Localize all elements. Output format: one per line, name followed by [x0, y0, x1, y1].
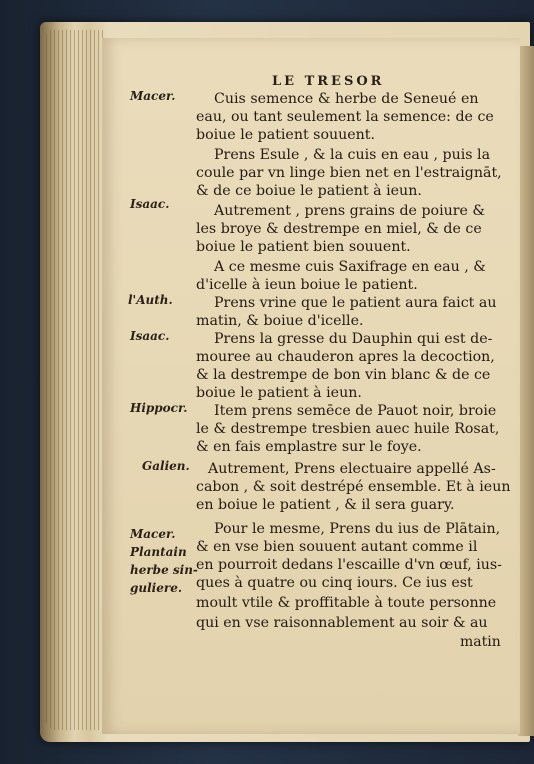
margin-note-galien: Galien. — [142, 459, 190, 473]
text-line: matin, & boiue d'icelle. — [196, 313, 364, 329]
text-line: eau, ou tant seulement la semence: de ce — [196, 109, 494, 125]
text-line: Autrement, Prens electuaire appellé As- — [208, 461, 496, 477]
text-line: boiue le patient souuent. — [196, 127, 376, 143]
text-line: boiue le patient bien souuent. — [196, 239, 411, 255]
text-line: boiue le patient à ieun. — [196, 385, 362, 401]
margin-note-isaac-2: Isaac. — [130, 329, 170, 343]
text-line: qui en vse raisonnablement au soir & au — [196, 615, 488, 631]
text-line: A ce mesme cuis Saxifrage en eau , & — [214, 259, 486, 275]
text-line: & de ce boiue le patient à ieun. — [196, 183, 422, 199]
text-line: & en vse bien souuent autant comme il — [196, 539, 478, 555]
text-line: Pour le mesme, Prens du ius de Plātain, — [214, 521, 501, 537]
text-line: coule par vn linge bien net en l'estraignāt, — [196, 165, 502, 181]
margin-note-herbe: herbe sin- — [130, 563, 198, 577]
text-line: en pourroit dedans l'escaille d'vn œuf, ius- — [196, 557, 502, 573]
page-edges — [46, 30, 106, 730]
margin-note-auth: l'Auth. — [128, 293, 173, 307]
text-line: Prens Esule , & la cuis en eau , puis la — [214, 147, 491, 163]
text-line: d'icelle à ieun boiue le patient. — [196, 277, 418, 293]
text-line: en boiue le patient , & il sera guary. — [196, 497, 455, 513]
text-line: Cuis semence & herbe de Seneué en — [214, 91, 479, 107]
text-line: Prens la gresse du Dauphin qui est de- — [214, 331, 493, 347]
text-line: mouree au chauderon apres la decoction, — [196, 349, 495, 365]
text-line: & la destrempe de bon vin blanc & de ce — [196, 367, 491, 383]
text-line: ques à quatre ou cinq iours. Ce ius est — [196, 575, 473, 591]
margin-note-isaac: Isaac. — [130, 197, 170, 211]
margin-note-macer: Macer. — [130, 89, 176, 103]
text-line: moult vtile & proffitable à toute personne — [196, 595, 497, 611]
margin-note-guliere: guliere. — [130, 581, 183, 595]
text-line: cabon , & soit destrépé ensemble. Et à ieun — [196, 479, 511, 495]
text-line: Item prens semēce de Pauot noir, broie — [214, 403, 497, 419]
text-line: les broye & destrempe en miel, & de ce — [196, 221, 482, 237]
margin-note-macer-2: Macer. — [130, 527, 176, 541]
text-line: le & destrempe tresbien auec huile Rosat, — [196, 421, 500, 437]
text-line: Autrement , prens grains de poiure & — [214, 203, 486, 219]
text-line: & en fais emplastre sur le foye. — [196, 439, 422, 455]
margin-note-plantain: Plantain — [130, 545, 187, 559]
margin-note-hippocr: Hippocr. — [130, 401, 188, 415]
running-title: LE TRESOR — [272, 74, 385, 89]
text-line: Prens vrine que le patient aura faict au — [214, 295, 497, 311]
catchword: matin — [460, 634, 501, 650]
